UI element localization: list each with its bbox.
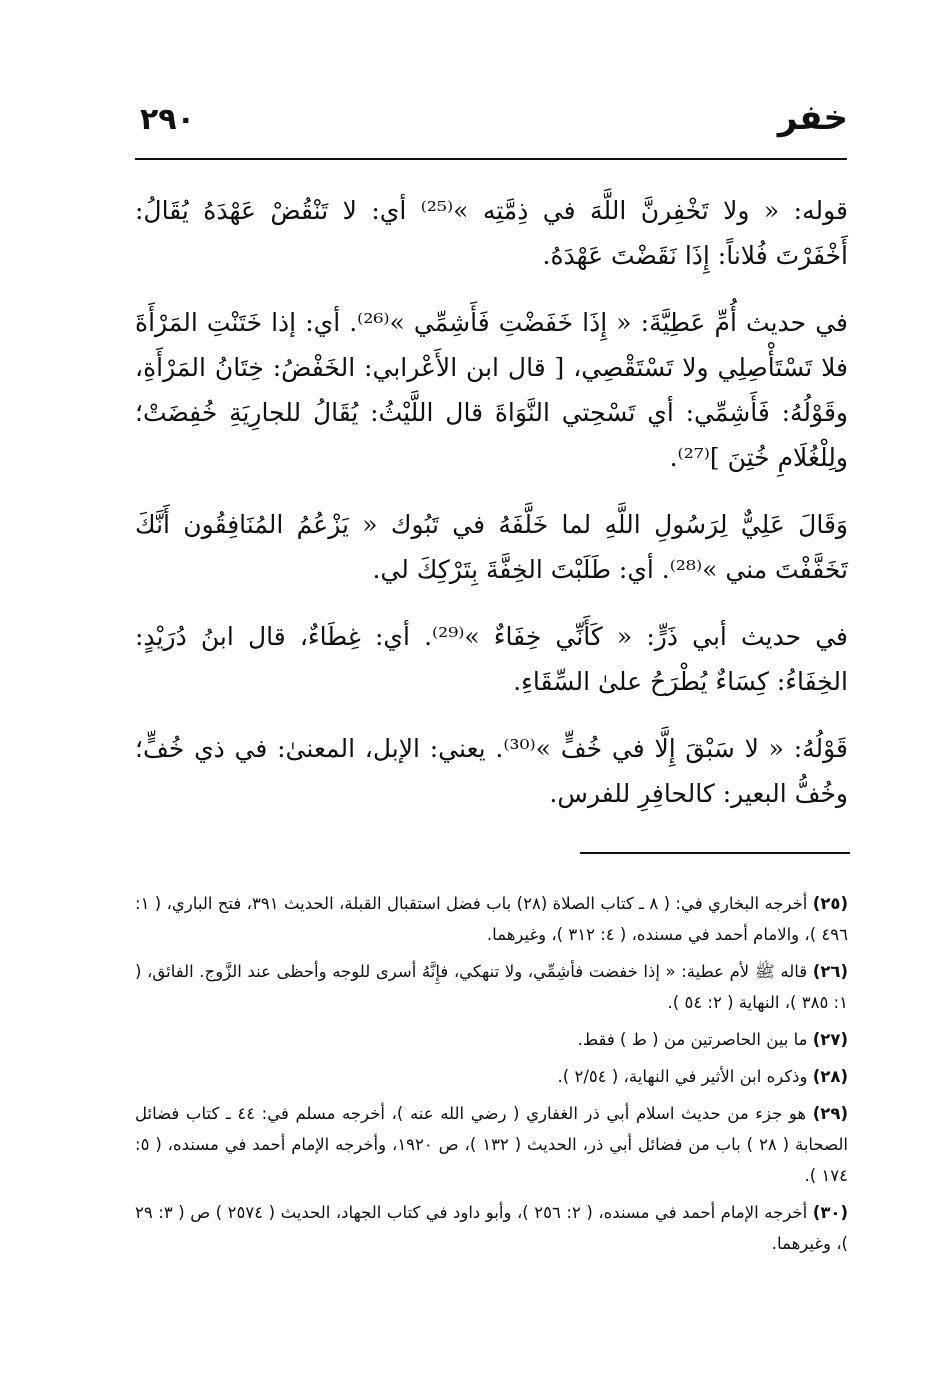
paragraph-text: قَوْلُهُ: « لا سَبْقَ إِلَّا في خُفٍّ »⁽³⁰⁾. يعني: الإبل، المعنىٰ: في ذي خُفٍّ؛ وخُفُّ البعير: كالحافِرِ للفرس. — [135, 734, 849, 808]
paragraph-text: في حديث أبي ذَرٍّ: « كَأَنِّي خِفَاءٌ »⁽²⁹⁾. أي: غِطَاءٌ، قال ابنُ دُرَيْدٍ: الخِفَاءُ: كِسَاءٌ يُطْرَحُ علىٰ السِّقَاءِ. — [135, 622, 849, 696]
paragraph-2 — [135, 300, 848, 480]
footnote-25 — [135, 888, 848, 950]
footnote-number: (٢٦) — [812, 962, 849, 981]
footnote-26 — [135, 956, 848, 1018]
footnote-text: وذكره ابن الأثير في النهاية، ( ٢/٥٤ ). — [557, 1067, 808, 1086]
footnote-text: هو جزء من حديث اسلام أبي ذر الغفاري ( رضي الله عنه )، أخرجه مسلم في: ٤٤ ـ كتاب فضائل الصحابة ( ٢٨ ) باب من فضائل أبي ذر، الحديث ( ١٣٢ )، ص ١٩٢٠، وأخرجه الإمام أحمد في مسنده، ( ٥: ١٧٤ ). — [135, 1104, 849, 1185]
footnote-text: أخرجه البخاري في: ( ٨ ـ كتاب الصلاة (٢٨) باب فضل استقبال القبلة، الحديث ٣٩١، فتح الباري، ( ١: ٤٩٦ )، والامام أحمد في مسنده، ( ٤: ٣١٢ )، وغيرهما. — [135, 894, 848, 944]
footnote-text: أخرجه الإمام أحمد في مسنده، ( ٢: ٢٥٦ )، وأبو داود في كتاب الجهاد، الحديث ( ٢٥٧٤ ) ص ( ٣: ٢٩ )، وغيرهما. — [135, 1203, 848, 1253]
footnotes — [135, 888, 848, 1265]
footnote-number: (٢٨) — [812, 1067, 848, 1086]
footnote-number: (٣٠) — [812, 1203, 849, 1222]
paragraph-text: في حديث أُمِّ عَطِيَّةَ: « إِذَا خَفَضْتِ فَأَشِمِّي »⁽²⁶⁾. أي: إذا خَتَنْتِ المَرْأَةَ فلا تَسْتَأْصِلِي ولا تَسْتَقْصِي، [ قال ابن الأَعْرابي: الخَفْضُ: خِتَانُ المَرْأَةِ، وقَوْلُهُ: فَأَشِمِّي: أي تَسْحِتي النَّوَاةَ قال اللَّيْثُ: يُقَالُ للجارِيَةِ خُفِضَتْ؛ ولِلْغُلَامِ خُتِنَ ]⁽²⁷⁾. — [135, 308, 849, 472]
paragraph-5 — [135, 726, 848, 816]
footnote-text: ما بين الحاصرتين من ( ط ) فقط. — [577, 1030, 808, 1049]
footnote-28 — [135, 1061, 848, 1092]
footnote-27 — [135, 1024, 848, 1055]
main-text — [135, 188, 848, 838]
footnote-divider — [580, 852, 850, 854]
footnote-number: (٢٥) — [812, 894, 849, 913]
footnote-number: (٢٩) — [812, 1104, 848, 1123]
header-divider — [135, 158, 847, 160]
page-number: ٢٩٠ — [140, 102, 195, 137]
footnote-text: قاله ﷺ لأم عطية: « إذا خفضت فأشِمِّي، ولا تنهكي، فإِنَّهُ أسرى للوجه وأحظى عند الزَّوج. الفائق، ( ١: ٣٨٥ )، النهاية ( ٢: ٥٤ ). — [135, 962, 848, 1012]
paragraph-4 — [135, 614, 848, 704]
footnote-29 — [135, 1098, 848, 1191]
paragraph-3 — [135, 502, 848, 592]
footnote-number: (٢٧) — [812, 1030, 848, 1049]
paragraph-text: وَقَالَ عَلِيٌّ لِرَسُولِ اللَّهِ لما خَلَّفَهُ في تَبُوك « يَزْعُمُ المُنَافِقُون أَنَّكَ تَخَفَّفْتَ مني »⁽²⁸⁾. أي: طَلَبْتَ الخِفَّةَ بِتَرْكِكَ لي. — [135, 510, 848, 584]
footnote-30 — [135, 1197, 848, 1259]
entry-header-title: خفر — [777, 98, 848, 138]
paragraph-text: قوله: « ولا تَخْفِرنَّ اللَّهَ في ذِمَّتِه »⁽²⁵⁾ أي: لا تَنْقُضْ عَهْدَهُ يُقَالُ: أَخْفَرْتَ فُلاناً: إِذَا نَقَضْتَ عَهْدَهُ. — [135, 196, 848, 270]
paragraph-1 — [135, 188, 848, 278]
